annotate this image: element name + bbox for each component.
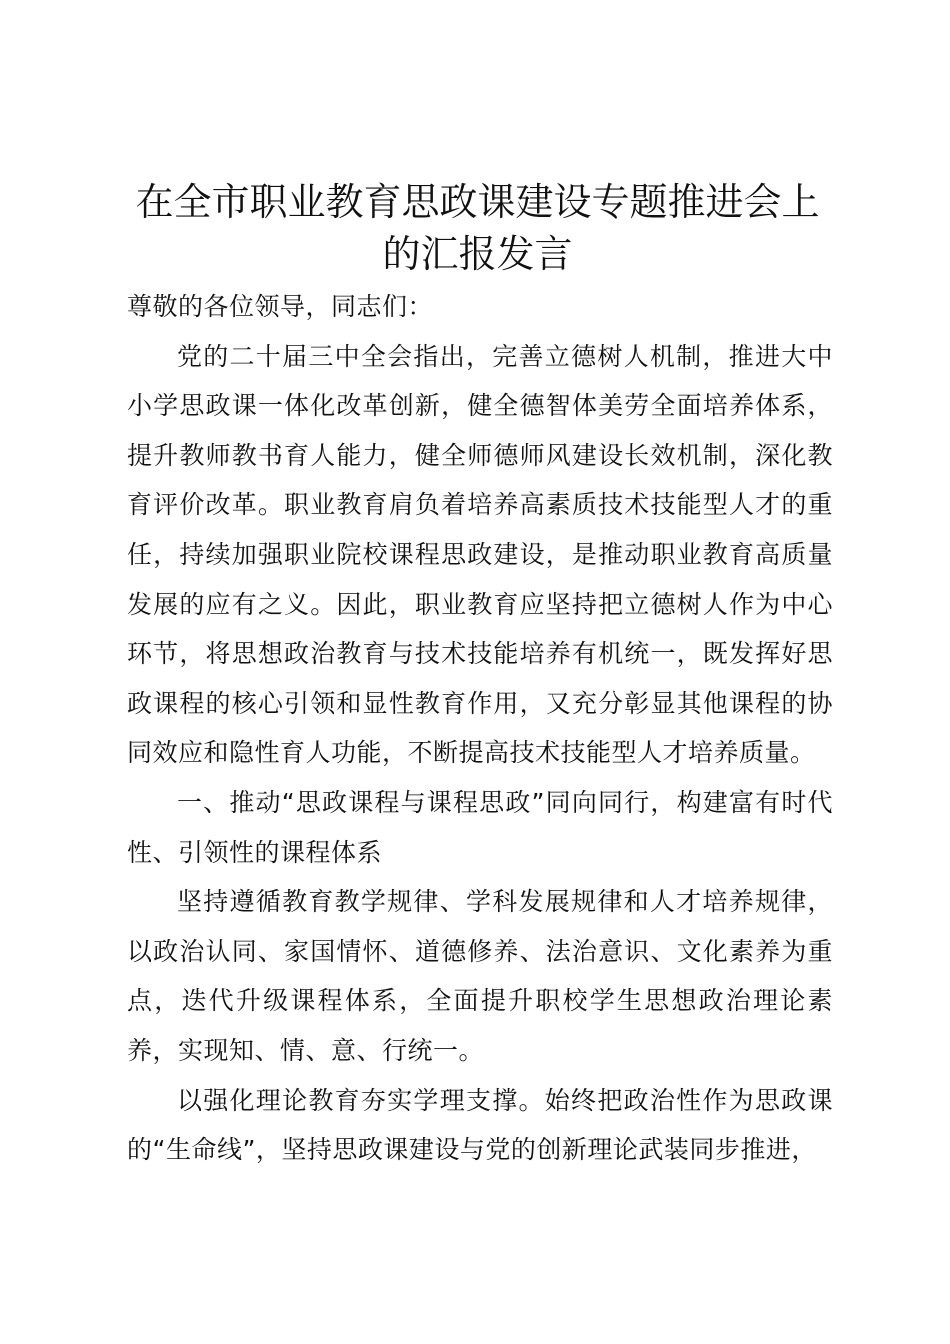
salutation: 尊敬的各位领导，同志们：: [127, 292, 434, 321]
paragraph-theory-education: 以强化理论教育夯实学理支撑。始终把政治性作为思政课的“生命线”，坚持思政课建设与党的创新理论武装同步推进，: [127, 1085, 833, 1165]
paragraph-section-one: 坚持遵循教育教学规律、学科发展规律和人才培养规律，以政治认同、家国情怀、道德修养、法治意识、文化素养为重点，迭代升级课程体系，全面提升职校学生思想政治理论素养，实现知、情、意、行统一。: [127, 887, 833, 1065]
paragraph-intro: 党的二十届三中全会指出，完善立德树人机制，推进大中小学思政课一体化改革创新，健全德智体美劳全面培养体系，提升教师教书育人能力，健全师德师风建设长效机制，深化教育评价改革。职业教育肩负着培养高素质技术技能型人才的重任，持续加强职业院校课程思政建设，是推动职业教育高质量发展的应有之义。因此，职业教育应坚持把立德树人作为中心环节，将思想政治教育与技术技能培养有机统一，既发挥好思政课程的核心引领和显性教育作用，又充分彰显其他课程的协同效应和隐性育人功能，不断提高技术技能型人才培养质量。: [127, 341, 833, 768]
document-body: [127, 282, 833, 1175]
section-heading-one: 一、推动“思政课程与课程思政”同向同行，构建富有时代性、引领性的课程体系: [127, 787, 833, 867]
document-title: 在全市职业教育思政课建设专题推进会上的汇报发言: [135, 180, 820, 276]
